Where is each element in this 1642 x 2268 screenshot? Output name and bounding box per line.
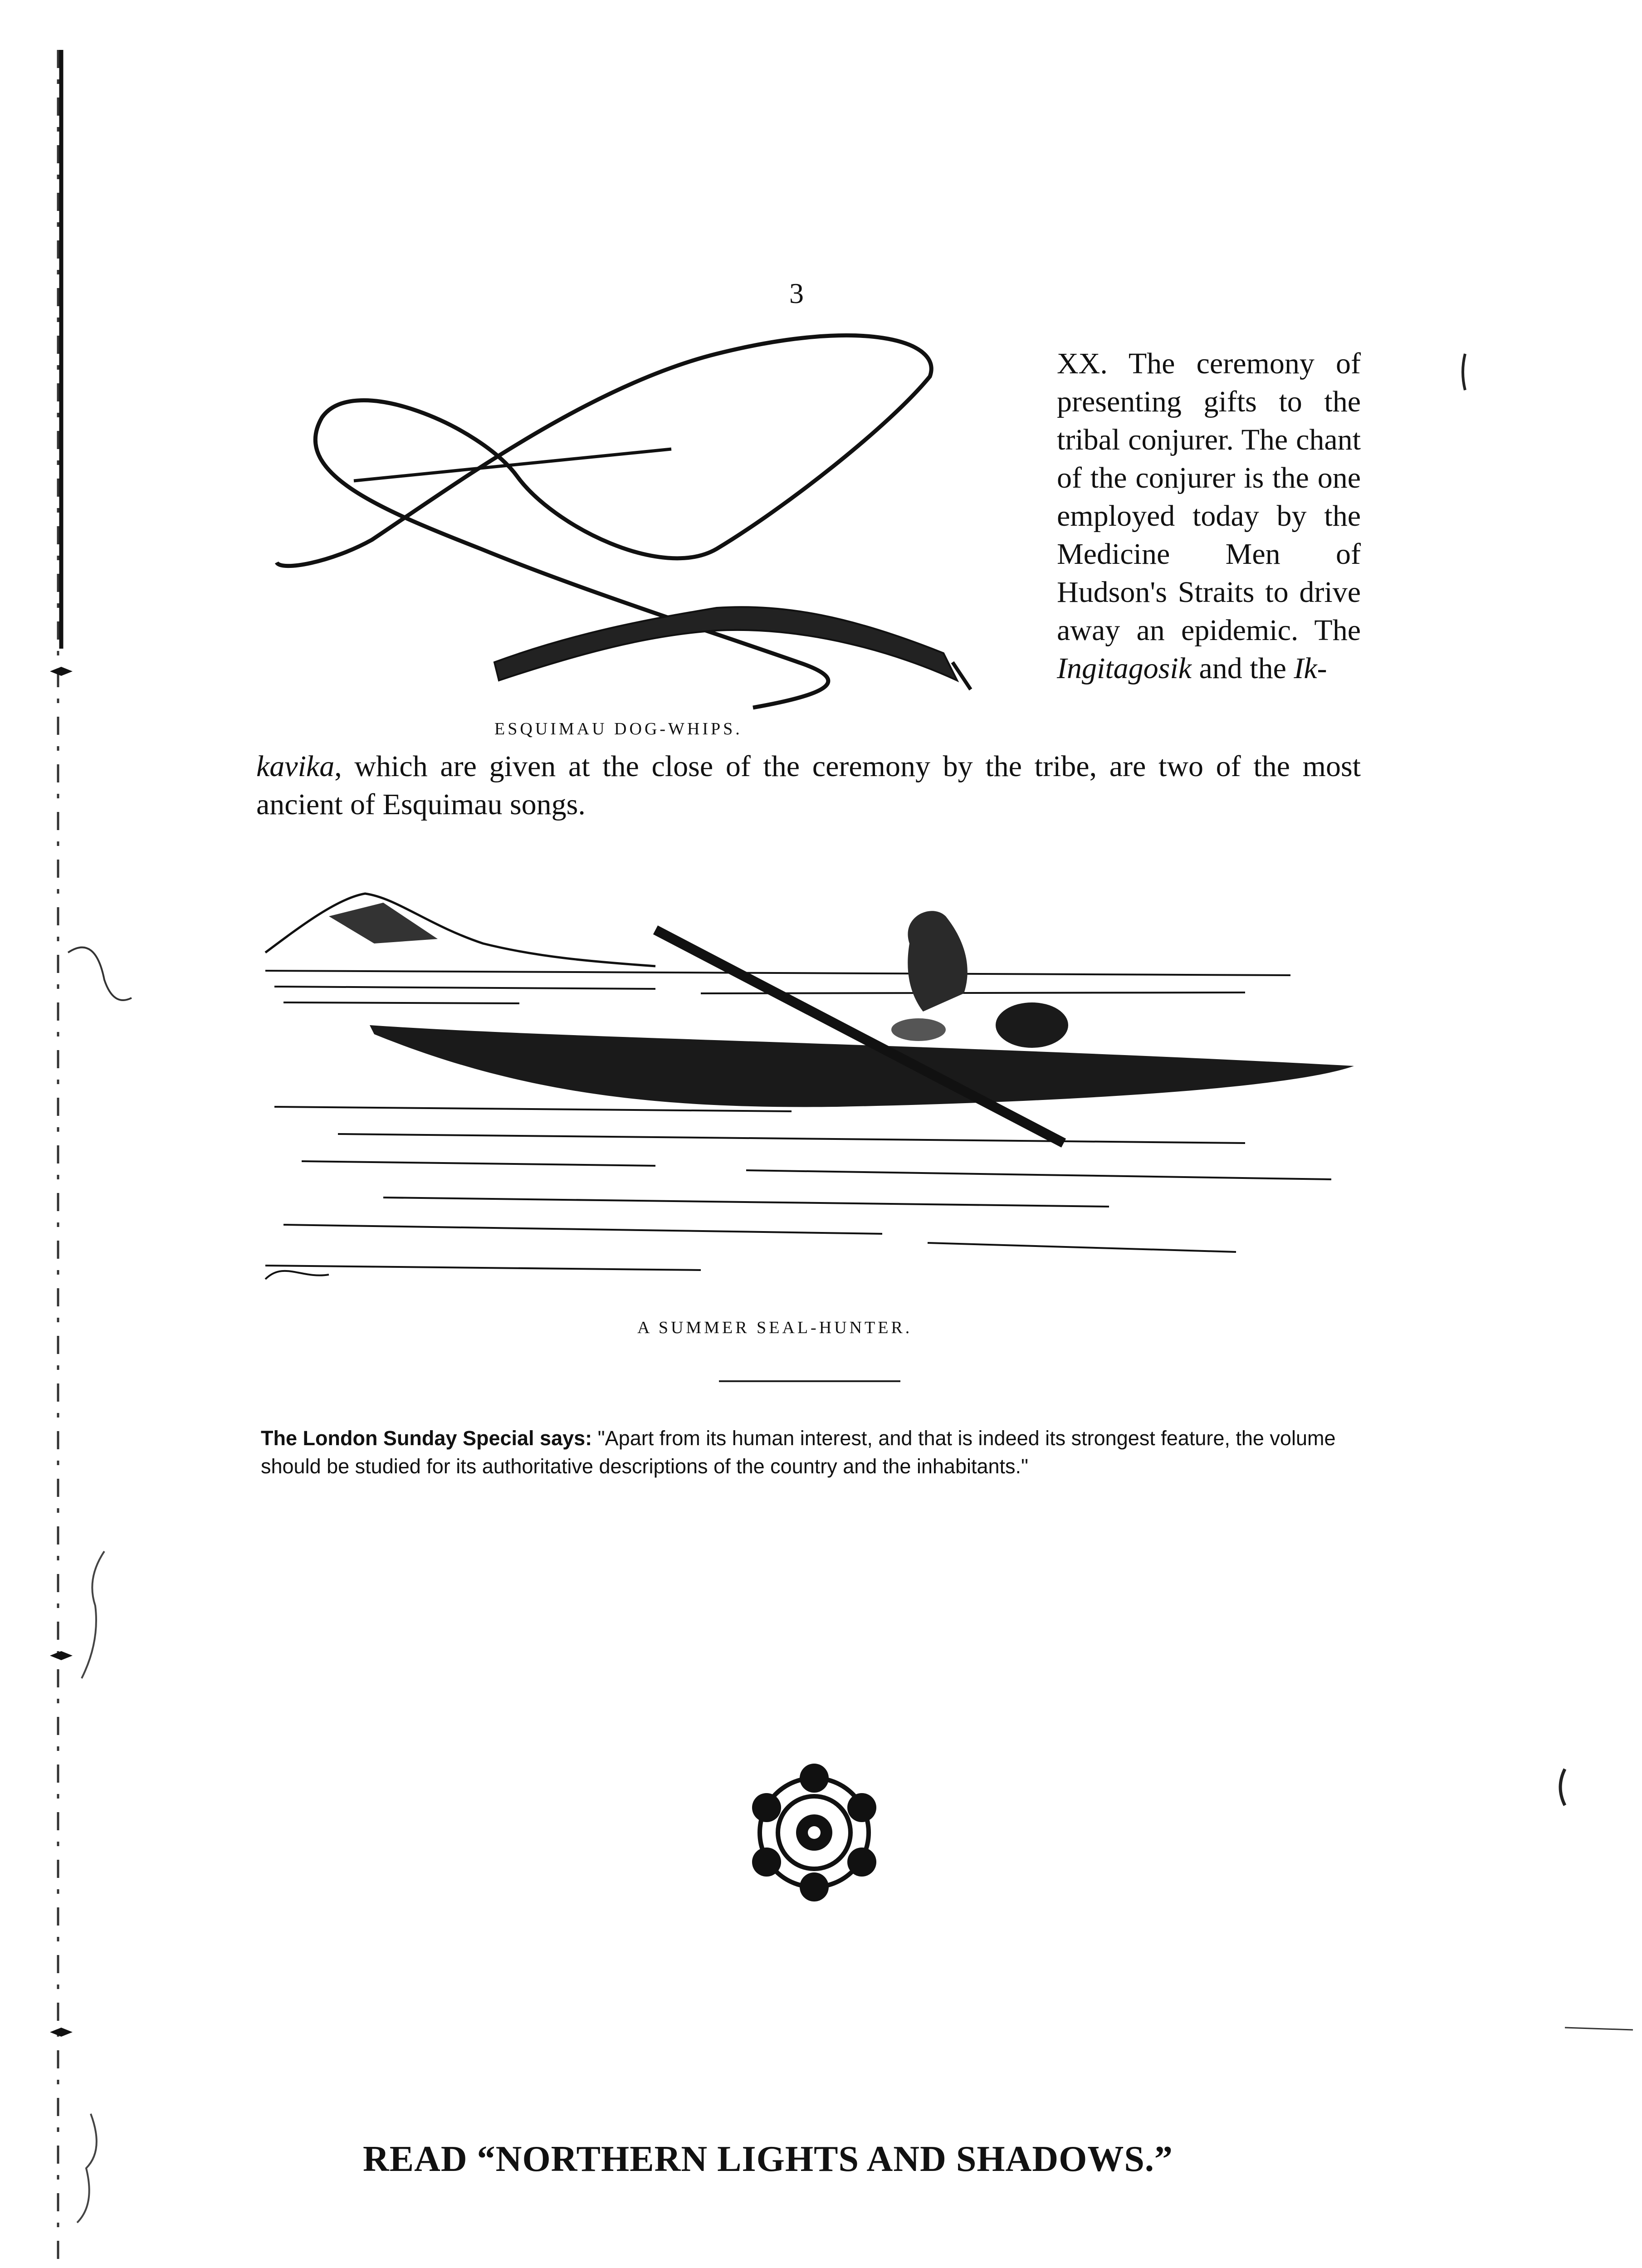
term-ikavika-end: kavika <box>256 750 335 783</box>
rosette-ornament <box>742 1765 887 1901</box>
footer-advertisement: READ “NORTHERN LIGHTS AND SHADOWS.” <box>363 2139 1173 2179</box>
paragraph-full-text: , which are given at the close of the ceremony by the tribe, are two of the most ancient of Esquimau songs. <box>256 750 1361 821</box>
seal-caption: A SUMMER SEAL-HUNTER. <box>637 1318 913 1337</box>
term-ikavika-start: Ik- <box>1294 652 1327 685</box>
whips-caption: ESQUIMAU DOG-WHIPS. <box>494 719 743 738</box>
paragraph-right-column <box>1057 345 1361 688</box>
section-divider <box>719 1380 900 1382</box>
paragraph-full-width <box>256 748 1361 824</box>
seal-hunter-illustration <box>247 889 1345 1297</box>
press-quote <box>261 1424 1363 1481</box>
dog-whips-illustration <box>263 336 1034 717</box>
quote-source: The London Sunday Special says: <box>261 1427 592 1450</box>
join-text: and the <box>1199 652 1286 685</box>
quote-text: "Apart from its human interest, and that is indeed its strongest feature, the volume should be studied for its authoritative descriptions of the country and the inhabitants." <box>261 1427 1336 1478</box>
paragraph-right-text: XX. The ceremony of presenting gifts to the tribal conjurer. The chant of the conjurer is the one employed today by the Medicine Men of Hudson's Straits to drive away an epidemic. The <box>1057 347 1361 647</box>
term-ingitagosik: Ingitagosik <box>1057 652 1192 685</box>
page-number: 3 <box>789 277 804 309</box>
